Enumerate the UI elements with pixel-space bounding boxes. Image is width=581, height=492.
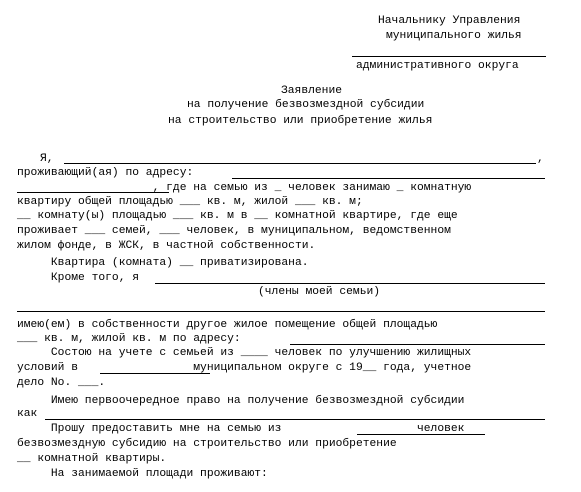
body-line-16: Имею первоочередное право на получение безвозмездной субсидии xyxy=(17,395,465,407)
persons-count-line xyxy=(357,434,485,435)
doc-title: Заявление xyxy=(281,85,343,97)
body-line-09: Кроме того, я xyxy=(17,272,140,284)
body-line-11: имею(ем) в собственности другое жилое помещение общей площадью xyxy=(17,319,438,331)
family-members-caption: (члены моей семьи) xyxy=(258,286,381,298)
body-line-08: Квартира (комната) __ приватизирована. xyxy=(17,257,309,269)
district-blank-line xyxy=(352,56,546,57)
address-line xyxy=(232,178,545,179)
addressee-line-2: муниципального жилья xyxy=(386,30,522,42)
body-line-17: как xyxy=(17,408,38,420)
body-line-12: ___ кв. м, жилой кв. м по адресу: xyxy=(17,333,241,345)
body-line-13: Состою на учете с семьей из ____ человек по улучшению жилищных xyxy=(17,347,472,359)
applicant-name-line xyxy=(64,163,536,164)
addressee-line-1: Начальнику Управления xyxy=(378,15,521,27)
body-line-03: , где на семью из _ человек занимаю _ комнатную xyxy=(17,182,472,194)
body-line-04: квартиру общей площадью ___ кв. м, жилой ___ кв. м; xyxy=(17,196,363,208)
body-line-20: __ комнатной квартиры. xyxy=(17,453,167,465)
applicant-prefix: Я, xyxy=(40,153,54,165)
family-members-line xyxy=(155,283,545,284)
body-line-21: На занимаемой площади проживают: xyxy=(17,468,268,480)
body-line-07: жилом фонде, в ЖСК, в частной собственности. xyxy=(17,240,316,252)
body-line-06: проживает ___ семей, ___ человек, в муниципальном, ведомственном xyxy=(17,225,451,237)
district-caption: административного округа xyxy=(356,60,519,72)
doc-subtitle-1: на получение безвозмездной субсидии xyxy=(187,99,425,111)
body-line-18: Прошу предоставить мне на семью из человек xyxy=(17,423,465,435)
doc-subtitle-2: на строительство или приобретение жилья xyxy=(168,115,433,127)
body-line-05: __ комнату(ы) площадью ___ кв. м в __ комнатной квартире, где еще xyxy=(17,210,458,222)
priority-right-line xyxy=(45,419,545,420)
applicant-comma: , xyxy=(537,153,544,165)
body-line-19: безвозмездную субсидию на строительство или приобретение xyxy=(17,438,397,450)
blank-line xyxy=(17,311,545,312)
body-line-14: условий в муниципальном округе с 19__ года, учетное xyxy=(17,362,472,374)
other-property-address-line xyxy=(290,344,545,345)
address-label: проживающий(ая) по адресу: xyxy=(17,167,194,179)
body-line-15: дело No. ___. xyxy=(17,377,106,389)
district-name-line xyxy=(100,373,210,374)
